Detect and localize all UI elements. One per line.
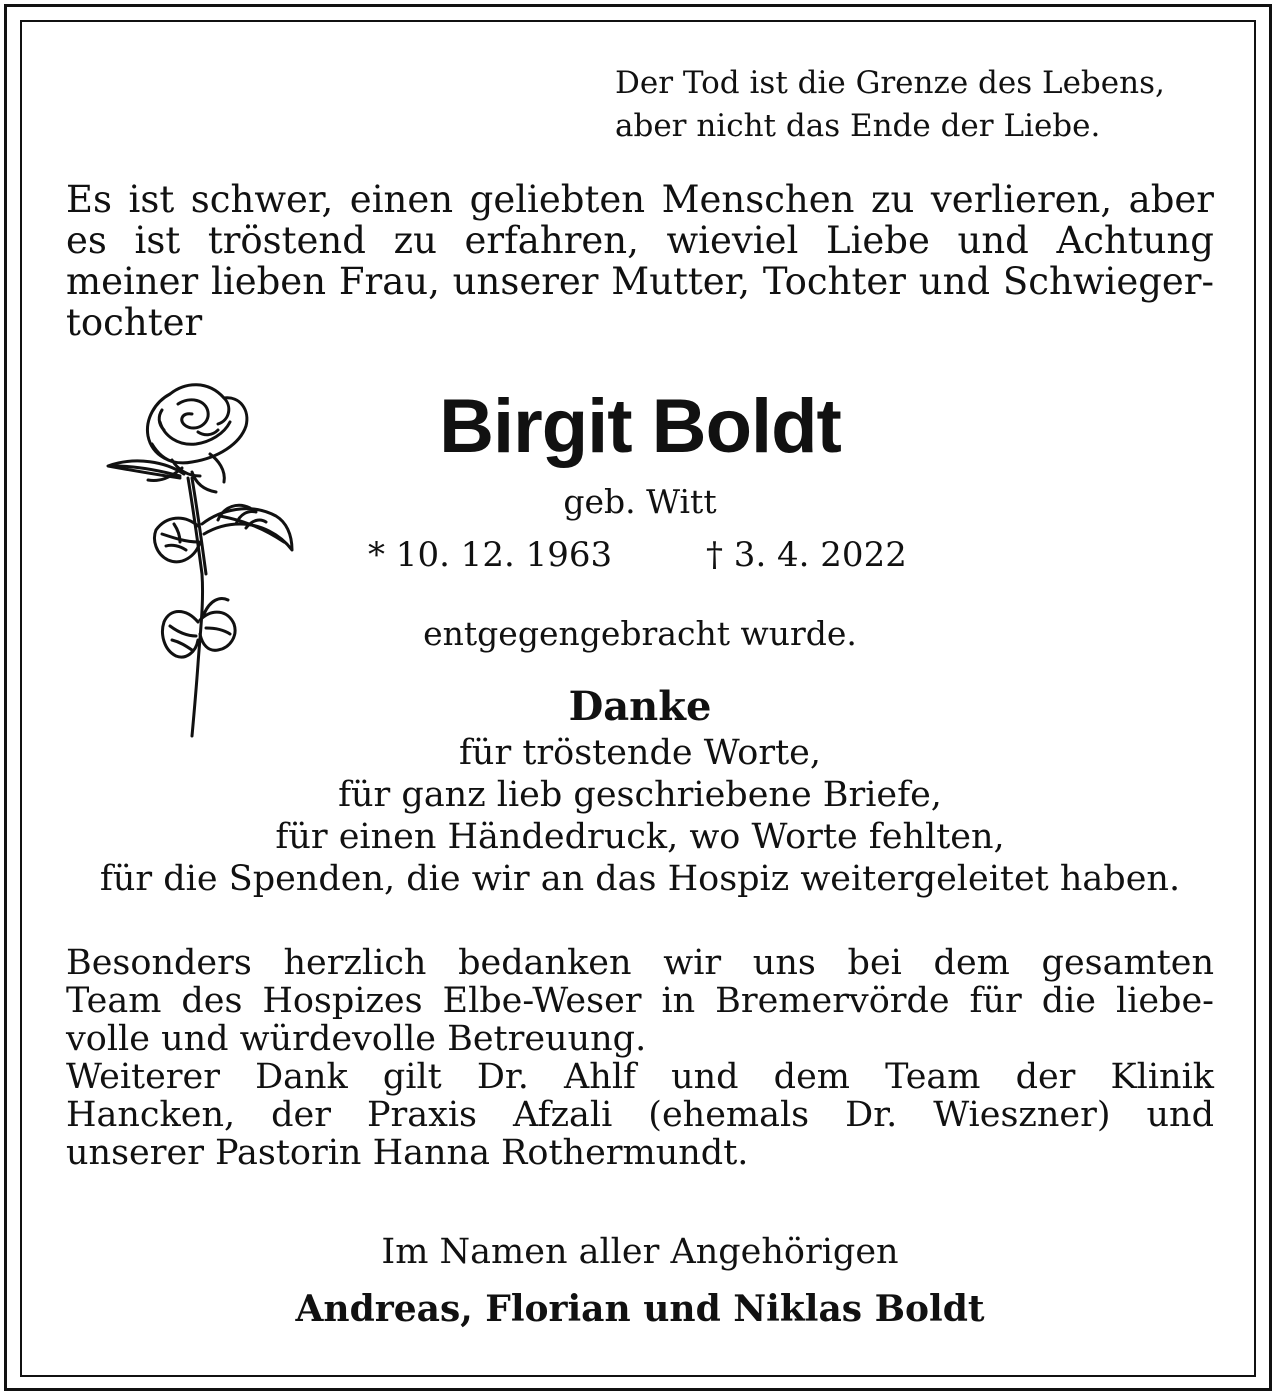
intro-line: meiner lieben Frau, unserer Mutter, Tochter und Schwieger- xyxy=(66,260,1214,303)
special-thanks-paragraph xyxy=(66,944,1214,1172)
special-thanks-line: Team des Hospizes Elbe-Weser in Bremervörde für die liebe- xyxy=(66,981,1214,1021)
death-date: † 3. 4. 2022 xyxy=(706,535,907,575)
on-behalf-line: Im Namen aller Angehörigen xyxy=(381,1232,899,1272)
thanks-line: für einen Händedruck, wo Worte fehlten, xyxy=(275,817,1005,857)
motto-line: Der Tod ist die Grenze des Lebens, xyxy=(615,65,1165,101)
intro-line: Es ist schwer, einen geliebten Menschen zu verlieren, aber xyxy=(66,178,1214,221)
intro-line: tochter xyxy=(66,301,203,344)
signatures: Andreas, Florian und Niklas Boldt xyxy=(295,1288,985,1330)
received-text: entgegengebracht wurde. xyxy=(423,614,857,653)
thanks-line: für ganz lieb geschriebene Briefe, xyxy=(338,775,942,815)
intro-paragraph xyxy=(66,179,1214,343)
motto-line: aber nicht das Ende der Liebe. xyxy=(615,108,1101,144)
special-thanks-line: volle und würdevolle Betreuung. xyxy=(66,1019,647,1059)
special-thanks-line: Besonders herzlich bedanken wir uns bei dem gesamten xyxy=(66,943,1214,983)
maiden-name: geb. Witt xyxy=(563,482,717,521)
thanks-line: für die Spenden, die wir an das Hospiz weitergeleitet haben. xyxy=(99,859,1181,899)
deceased-name xyxy=(0,382,1280,472)
thanks-list xyxy=(0,732,1280,900)
intro-line: es ist tröstend zu erfahren, wieviel Liebe und Achtung xyxy=(66,219,1214,262)
thanks-line: für tröstende Worte, xyxy=(458,733,822,773)
motto-quote xyxy=(615,62,1165,148)
special-thanks-line: Hancken, der Praxis Afzali (ehemals Dr. Wieszner) und xyxy=(66,1095,1214,1135)
deceased-name-text: Birgit Boldt xyxy=(439,384,841,469)
special-thanks-line: unserer Pastorin Hanna Rothermundt. xyxy=(66,1133,749,1173)
birth-date: * 10. 12. 1963 xyxy=(368,535,613,575)
special-thanks-line: Weiterer Dank gilt Dr. Ahlf und dem Team der Klinik xyxy=(66,1057,1214,1097)
thanks-heading: Danke xyxy=(568,683,712,730)
